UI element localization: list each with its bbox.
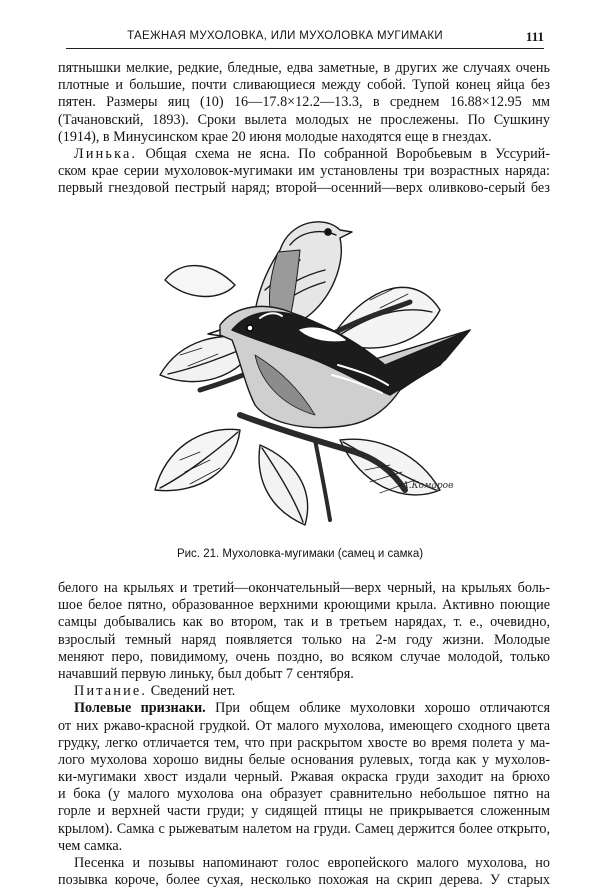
- leaf-lower-left: [155, 429, 240, 490]
- feeding-text: Сведений нет.: [150, 683, 236, 700]
- text-line: пятнышки мелкие, редкие, бледные, едва заметные, в других же случаях очень: [58, 60, 550, 76]
- leaf-top-left: [165, 266, 235, 297]
- running-title: ТАЕЖНАЯ МУХОЛОВКА, ИЛИ МУХОЛОВКА МУГИМАКИ: [127, 30, 443, 42]
- molt-paragraph-first-line: [58, 146, 550, 163]
- text-line: горле и верхней части груди; у сидящей птицы не прикрывается сложенным: [58, 803, 550, 820]
- text-line: (Тачановский, 1893). Сроки вылета молодых не прослежены. По Сушкину: [58, 111, 550, 128]
- text-line: Песенка и позывы напоминают голос европейского малого мухолова, но: [74, 855, 550, 871]
- text-line: При общем облике мухоловки хорошо отличаются: [215, 700, 551, 717]
- text-line: меняют перо, повидимому, очень поздно, во всяком случае молодой, только: [58, 648, 550, 665]
- text-line: взрослый темный наряд появляется только на 2-м году жизни. Молодые: [58, 631, 550, 648]
- text-line: ском крае серии мухоловок-мугимаки им установлены три возрастных наряда:: [58, 163, 550, 180]
- artist-signature: А.Комаров: [402, 481, 454, 491]
- text-line: пятен. Размеры яиц (10) 16—17.8×12.2—13.3, в среднем 16.88×12.95 мм: [58, 94, 550, 111]
- bottom-text-block: [58, 580, 550, 889]
- text-line: позывка короче, более сухая, несколько похожая на скрип дерева. У старых: [58, 872, 550, 889]
- text-line: (1914), в Минусинском крае 20 июня молодые находятся еще в гнездах.: [58, 128, 492, 145]
- running-head: [66, 30, 544, 46]
- field-paragraph-first-line: [58, 700, 550, 717]
- text-line: плотные и большие, почти сливающиеся между собой. Тупой конец яйца без: [58, 77, 550, 94]
- text-line: самцы добывались как во втором, так и в третьем нарядах, т. е., очевидно,: [58, 614, 550, 631]
- molt-heading: Линька.: [74, 145, 138, 162]
- text-line: белого на крыльях и третий—окончательный—верх черный, на крыльях боль-: [58, 580, 550, 596]
- text-line: лого мухолова хорошо видны белые основания рулевых, тогда как у мухолов-: [58, 751, 550, 768]
- text-line: ки-мугимаки хвост издали черный. Ржавая окраска груди заходит на брюхо: [58, 769, 550, 786]
- header-rule: [66, 48, 544, 49]
- text-line: и бока (у малого мухолова она образует сравнительно небольшое пятно на: [58, 786, 550, 803]
- text-line: крылом). Самка с рыжеватым налетом на груди. Самец держится более открыто,: [58, 820, 550, 837]
- feeding-paragraph: [58, 683, 550, 700]
- male-bird: [208, 306, 470, 427]
- text-line: Общая схема не ясна. По собранной Воробьевым в Уссурий-: [145, 145, 551, 162]
- text-line: шое белое пятно, образованное верхними кроющими крыла. Активно поющие: [58, 597, 550, 614]
- figure-caption: Рис. 21. Мухоловка-мугимаки (самец и самка): [176, 548, 424, 560]
- feeding-heading: Питание.: [74, 683, 148, 700]
- text-line: от них ржаво-красной грудкой. От малого мухолова, имеющего сходного цвета: [58, 717, 550, 734]
- text-line: первый гнездовой пестрый наряд; второй—осенний—верх оливково-серый без: [58, 180, 550, 197]
- text-line: грудку, легко отличается тем, что при раскрытом хвосте во время полета у ма-: [58, 734, 550, 751]
- page-number: 111: [525, 29, 544, 44]
- field-heading: Полевые признаки.: [74, 700, 206, 717]
- text-line: чем самка.: [58, 837, 123, 854]
- leaf-lower-middle: [259, 445, 308, 525]
- bird-illustration: [140, 190, 480, 530]
- top-text-block: [58, 60, 550, 198]
- text-line: начавший первую линьку, был добыт 7 сентября.: [58, 665, 354, 682]
